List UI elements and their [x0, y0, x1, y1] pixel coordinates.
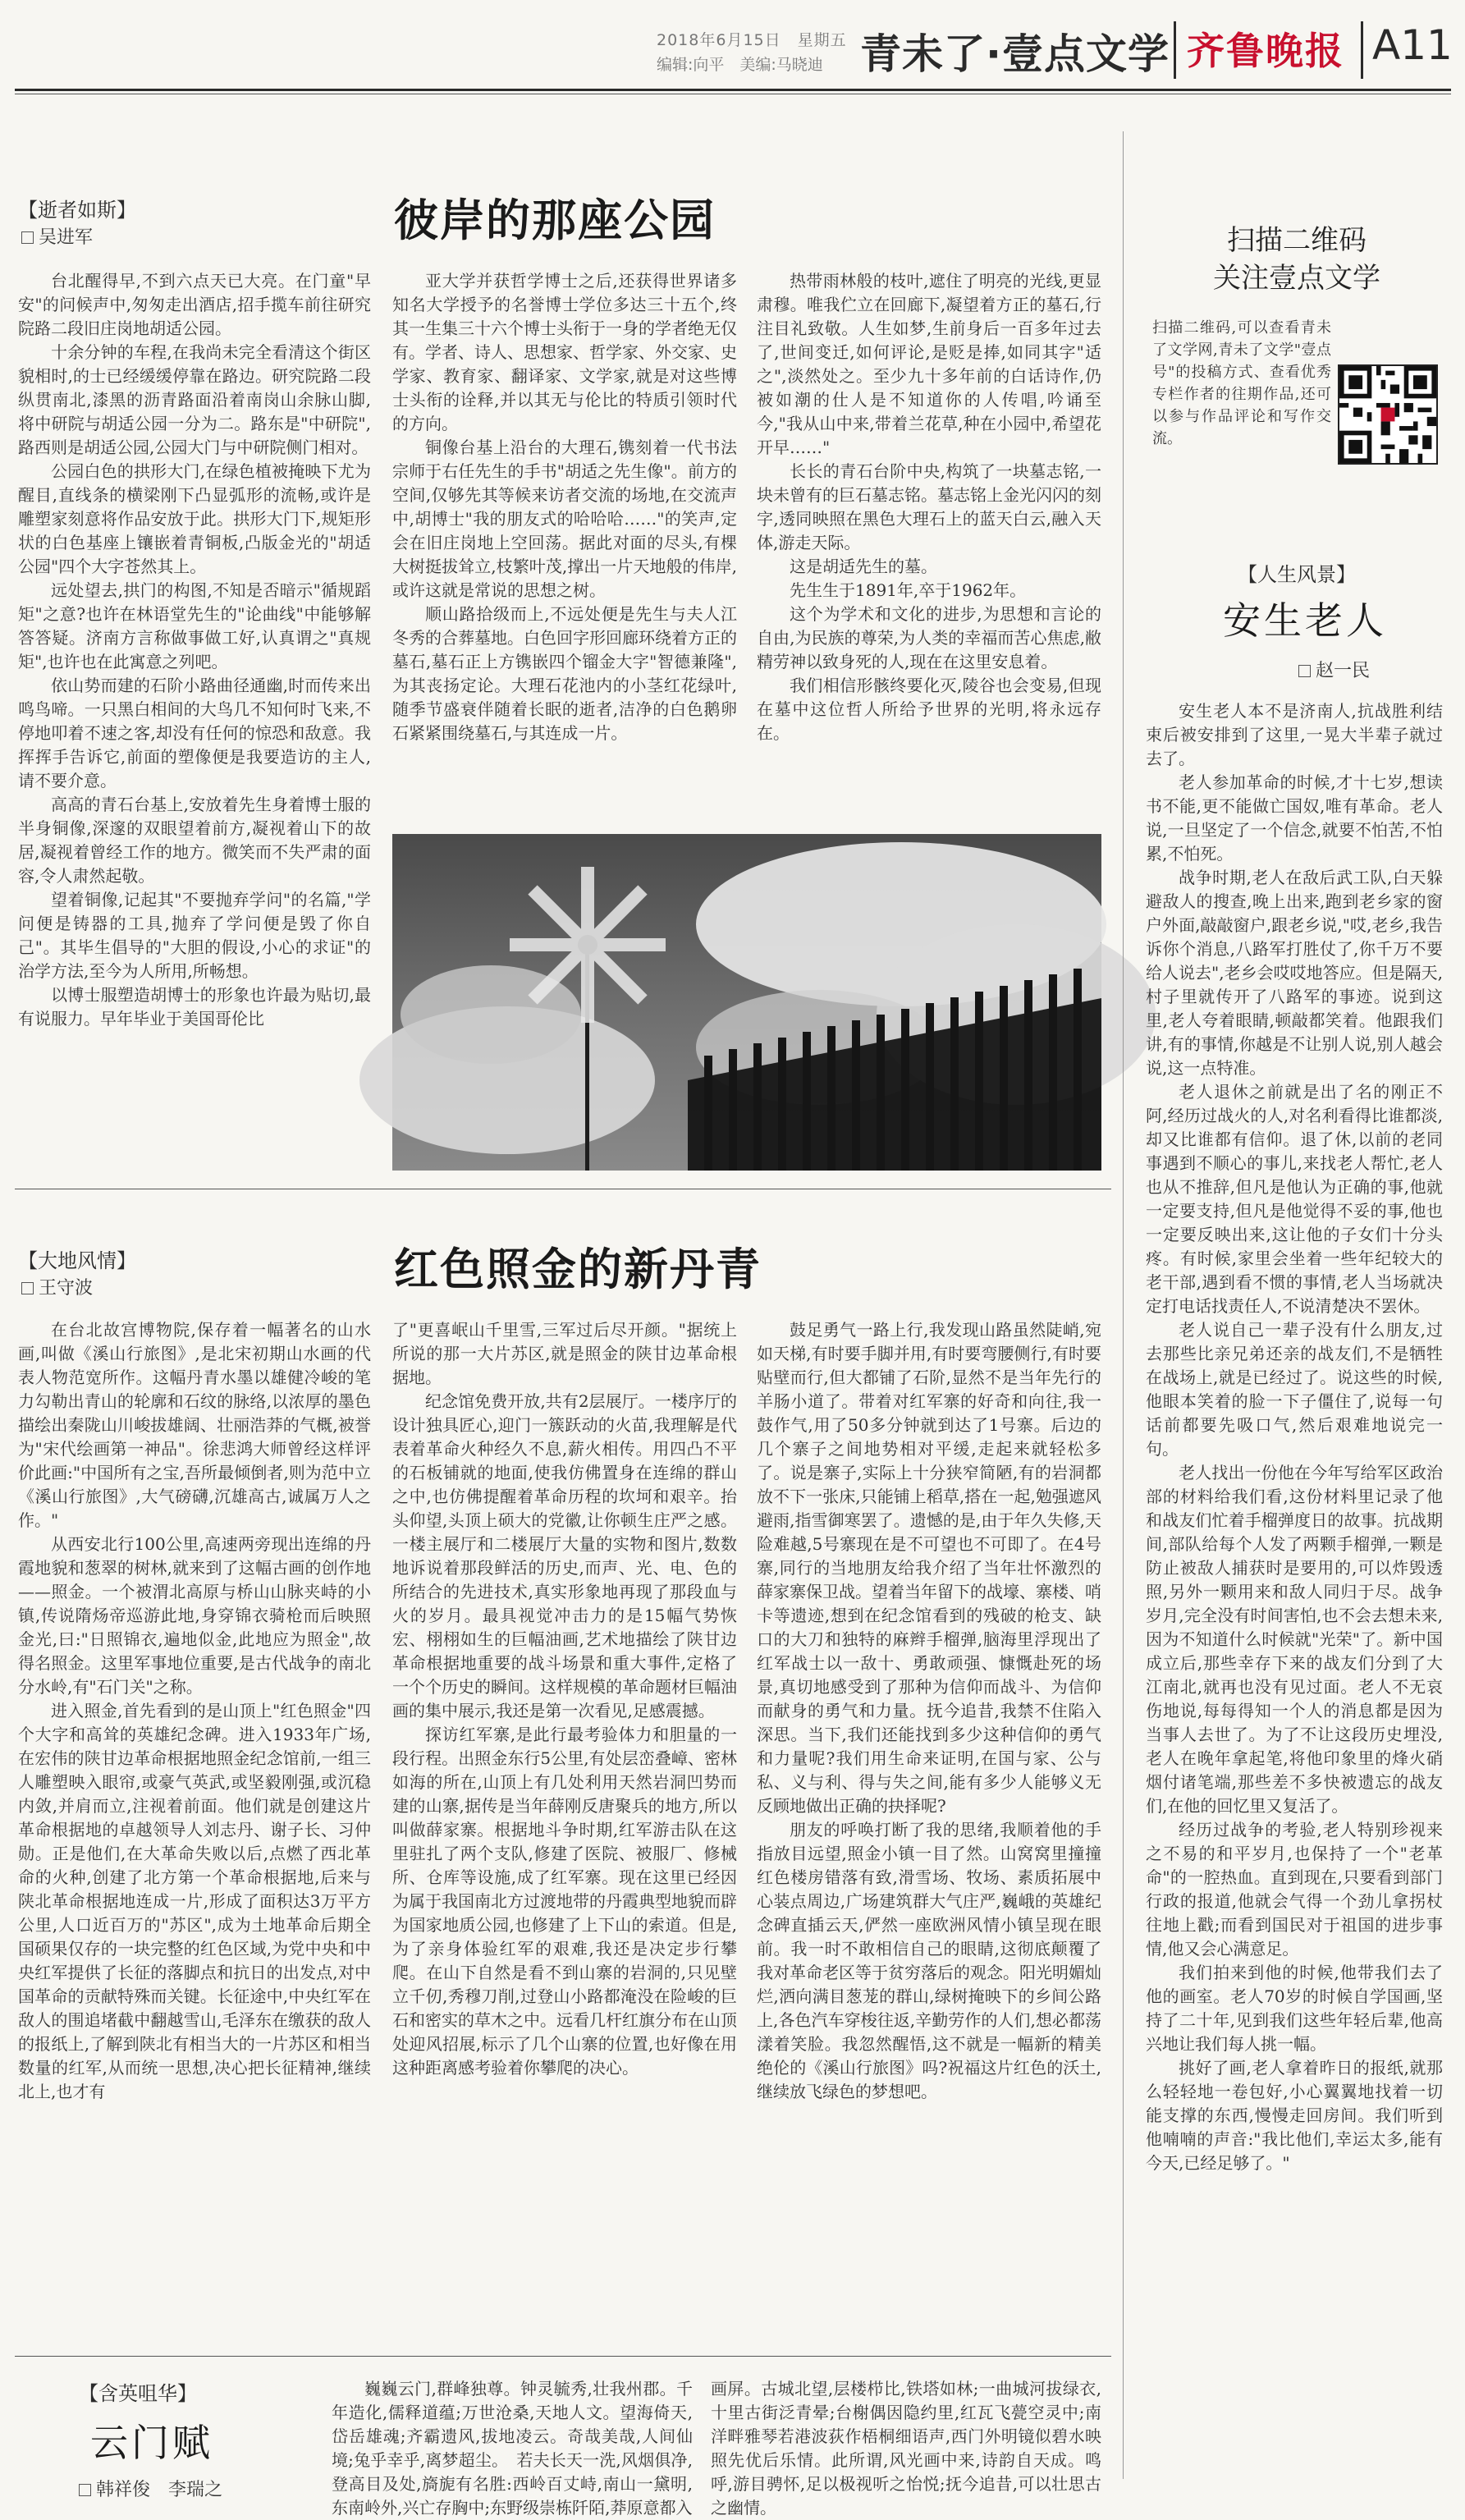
author-byline [21, 1274, 93, 1299]
column-label: 【人生风景】 [1238, 563, 1356, 586]
paragraph: 老人退休之前就是出了名的刚正不阿,经历过战火的人,对名利看得比谁都淡,却又比谁都有信仰。退了休,以前的老同事遇到不顺心的事儿,来找老人帮忙,老人也从不推辞,但凡是他认为正确的事,他就一定要支持,但凡是他觉得不妥的事,他也一定要反映出来,这让他的子女们十分头疼。有时候,家里会坐着一些年纪较大的老干部,遇到看不惯的事情,老人当场就决定打电话找责任人,不说清楚决不罢休。 [1146, 1082, 1443, 1316]
author-name: 王守波 [39, 1278, 94, 1299]
article-column [392, 1318, 737, 2341]
qr-heading [1149, 222, 1444, 297]
paragraph: 这是胡适先生的墓。 [790, 557, 937, 576]
section-divider [15, 2356, 1111, 2357]
paragraph: 了"更喜岷山千里雪,三军过后尽开颜。"据统上所说的那一大片苏区,就是照金的陕甘边革命根据地。 [392, 1320, 737, 1387]
paragraph: 鼓足勇气一路上行,我发现山路虽然陡峭,宛如天梯,有时要手脚并用,有时要弯腰侧行,有时要贴壁而行,但大都铺了石阶,显然不是当年先行的羊肠小道了。带着对红军寨的好奇和向往,我一鼓作气,用了50多分钟就到达了1号寨。后边的几个寨子之间地势相对平缓,走起来就轻松多了。说是寨子,实际上十分狭窄简陋,有的岩洞都放不下一张床,只能铺上稻草,搭在一起,勉强遮风避雨,指雪御寒罢了。遗憾的是,由于年久失修,天险难越,5号寨现在是不可望也不可即了。在4号寨,同行的当地朋友给我介绍了当年壮怀激烈的薛家寨保卫战。望着当年留下的战壕、寨楼、哨卡等遗迹,想到在纪念馆看到的残破的枪支、缺口的大刀和独特的麻辫手榴弹,脑海里浮现出了红军战士以一敌十、勇敢顽强、慷慨赴死的场景,真切地感受到了那种为信仰而战斗、为信仰而献身的勇气和力量。抚今追昔,我禁不住陷入深思。当下,我们还能找到多少这种信仰的勇气和力量呢?我们用生命来证明,在国与家、公与私、义与利、得与失之间,能有多少人能够义无反顾地做出正确的抉择呢? [757, 1320, 1101, 1816]
author-name: 韩祥俊 [96, 2480, 151, 2500]
article-column [711, 2377, 1101, 2518]
paragraph: 从西安北行100公里,高速两旁现出连绵的丹霞地貌和葱翠的树林,就来到了这幅古画的创作地——照金。一个被渭北高原与桥山山脉夹峙的小镇,传说隋炀帝巡游此地,身穿锦衣骑枪而后映照金光,曰:"日照锦衣,遍地似金,此地应为照金",故得名照金。这里军事地位重要,是古代战争的南北分水岭,有"石门关"之称。 [18, 1534, 371, 1697]
column-divider [1123, 131, 1124, 2479]
paragraph: 这个为学术和文化的进步,为思想和言论的自由,为民族的尊荣,为人类的幸福而苦心焦虑,敝精劳神以致身死的人,现在在这里安息着。 [757, 604, 1101, 671]
issue-date: 2018年6月15日 星期五 [657, 31, 847, 49]
qr-heading-line: 关注壹点文学 [1213, 262, 1380, 295]
paragraph: 依山势而建的石阶小路曲径通幽,时而传来出鸣鸟啼。一只黑白相间的大鸟几不知何时飞来,不停地叩着不速之客,却没有任何的惊恐和敌意。我挥挥手告诉它,前面的塑像便是我要造访的主人,请不要介意。 [18, 676, 371, 790]
author-name: 李瑞之 [168, 2480, 223, 2500]
paragraph: 铜像台基上沿台的大理石,镌刻着一代书法宗师于右任先生的手书"胡适之先生像"。前方的空间,仅够先其等候来访者交流的场地,在交流声中,胡博士"我的朋友式的哈哈哈……"的笑声,定会在旧庄岗地上空回荡。据此对面的尽头,有棵大树挺拔耸立,枝繁叶茂,撑出一片天地般的伟岸,或许这就是常说的思想之树。 [392, 438, 737, 600]
paragraph: 我们拍来到他的时候,他带我们去了他的画室。老人70岁的时候自学国画,坚持了二十年,见到我们这些年轻后辈,他高兴地让我们每人挑一幅。 [1146, 1963, 1443, 2054]
paragraph: 以博士服塑造胡博士的形象也许最为贴切,最有说服力。早年毕业于美国哥伦比 [18, 985, 371, 1029]
paragraph: 亚大学并获哲学博士之后,还获得世界诸多知名大学授予的名誉博士学位多达三十五个,终其一生集三十六个博士头衔于一身的学者绝无仅有。学者、诗人、思想家、哲学家、外交家、史学家、教育家、翻译家、文学家,就是对这些博士头衔的诠释,并以其无与伦比的特质引领时代的方向。 [392, 271, 737, 433]
paragraph: 远处望去,拱门的构图,不知是否暗示"循规蹈矩"之意?也许在林语堂先生的"论曲线"中能够解答答疑。济南方言称做事做工好,认真谓之"真规矩",也许也在此寓意之列吧。 [18, 580, 371, 671]
article-title: 红色照金的新丹青 [394, 1244, 762, 1295]
paragraph: 经历过战争的考验,老人特别珍视来之不易的和平岁月,也保持了一个"老革命"的一腔热血。直到现在,只要看到部门行政的报道,他就会气得一个劲儿拿拐杖往地上戳;而看到国民对于祖国的进步事情,他又会心满意足。 [1146, 1820, 1443, 1959]
paragraph: 老人找出一份他在今年写给军区政治部的材料给我们看,这份材料里记录了他和战友们忙着手榴弹度日的故事。抗战期间,部队给每个人发了两颗手榴弹,一颗是防止被敌人捕获时是要用的,可以炸毁透照,另外一颗用来和敌人同归于尽。战争岁月,完全没有时间害怕,也不会去想未来,因为不知道什么时候就"光荣"了。新中国成立后,那些幸存下来的战友们分到了大江南北,就再也没有见过面。老人不无哀伤地说,每每得知一个人的消息都是因为当事人去世了。为了不让这段历史埋没,老人在晚年拿起笔,将他印象里的烽火硝烟付诸笔端,那些差不多快被遗忘的战友们,在他的回忆里又复活了。 [1146, 1463, 1443, 1816]
qr-code[interactable] [1338, 364, 1438, 465]
header-divider [1361, 21, 1363, 79]
paragraph: 台北醒得早,不到六点天已大亮。在门童"早安"的问候声中,匆匆走出酒店,招手揽车前往研究院路二段旧庄岗地胡适公园。 [18, 271, 371, 338]
header-divider [1174, 21, 1176, 79]
article-title: 云门赋 [90, 2421, 213, 2465]
page-number: A11 [1372, 21, 1453, 69]
paragraph: 长长的青石台阶中央,构筑了一块墓志铭,一块未曾有的巨石墓志铭。墓志铭上金光闪闪的刻字,透同映照在黑色大理石上的蓝天白云,融入天体,游走天际。 [757, 461, 1101, 552]
header-rule [15, 89, 1451, 91]
article-column [757, 269, 1101, 818]
paragraph: 挑好了画,老人拿着昨日的报纸,就那么轻轻地一卷包好,小心翼翼地找着一切能支撑的东西,慢慢走回房间。我们听到他喃喃的声音:"我比他们,幸运太多,能有今天,已经足够了。" [1146, 2058, 1443, 2173]
article-title: 安生老人 [1223, 598, 1387, 643]
paragraph: 朋友的呼唤打断了我的思绪,我顺着他的手指放目远望,照金小镇一目了然。山窝窝里撞撞红色楼房错落有致,滑雪场、牧场、素质拓展中心装点周边,广场建筑群大气庄严,巍峨的英雄纪念碑直插云天,俨然一座欧洲风情小镇呈现在眼前。我一时不敢相信自己的眼睛,这彻底颠覆了我对革命老区等于贫穷落后的观念。阳光明媚灿烂,洒向满目葱茏的群山,绿树掩映下的乡间公路上,各色汽车穿梭往返,辛勤劳作的人们,想必都荡漾着笑脸。我忽然醒悟,这不就是一幅新的精美绝伦的《溪山行旅图》吗?祝福这片红色的沃土,继续放飞绿色的梦想吧。 [757, 1820, 1101, 2101]
paragraph: 我们相信形骸终要化灭,陵谷也会变易,但现在墓中这位哲人所给予世界的光明,将永远存在。 [757, 676, 1101, 743]
article-column [18, 269, 371, 1172]
paragraph: 进入照金,首先看到的是山顶上"红色照金"四个大字和高耸的英雄纪念碑。进入1933年广场,在宏伟的陕甘边革命根据地照金纪念馆前,一组三人雕塑映入眼帘,或豪气英武,或坚毅刚强,或沉稳内敛,并肩而立,注视着前面。他们就是创建这片革命根据地的卓越领导人刘志丹、谢子长、习仲勋。正是他们,在大革命失败以后,点燃了西北革命的火种,创建了北方第一个革命根据地,后来与陕北革命根据地连成一片,形成了面积达3万平方公里,人口近百万的"苏区",成为土地革命后期全国硕果仅存的一块完整的红色区域,为党中央和中央红军提供了长征的落脚点和抗日的出发点,对中国革命的贡献特殊而关键。长征途中,中央红军在敌人的围追堵截中翻越雪山,毛泽东在缴获的敌人的报纸上,了解到陕北有相当大的一片苏区和相当数量的红军,从而统一思想,决心把长征精神,继续北上,也才有 [18, 1701, 371, 2101]
paragraph: 高高的青石台基上,安放着先生身着博士服的半身铜像,深邃的双眼望着前方,凝视着山下的故居,凝视着曾经工作的地方。微笑而不失严肃的面容,令人肃然起敬。 [18, 795, 371, 886]
article-title: 彼岸的那座公园 [394, 195, 716, 246]
paragraph: 先生生于1891年,卒于1962年。 [790, 580, 1027, 600]
column-label: 【逝者如斯】 [18, 199, 136, 222]
masthead-logo: 齐鲁晚报 [1187, 29, 1344, 73]
author-byline [21, 223, 93, 249]
article-column [757, 1318, 1101, 2341]
paragraph: 热带雨林般的枝叶,遮住了明亮的光线,更显肃穆。唯我伫立在回廊下,凝望着方正的墓石,行注目礼致敬。人生如梦,生前身后一百多年过去了,世间变迁,如何评论,是贬是捧,如同其字"适之",淡然处之。至少九十多年前的白话诗作,仍被如潮的仕人是不知道你的人传唱,吟诵至今,"我从山中来,带着兰花草,种在小园中,希望花开早……" [757, 271, 1101, 457]
paragraph: 老人参加革命的时候,才十七岁,想读书不能,更不能做亡国奴,唯有革命。老人说,一旦坚定了一个信念,就要不怕苦,不怕累,不怕死。 [1146, 772, 1443, 864]
paragraph: 安生老人本不是济南人,抗战胜利结束后被安排到了这里,一晃大半辈子就过去了。 [1146, 701, 1443, 768]
article-column [392, 269, 737, 818]
qr-description: 扫描二维码,可以查看青未了文学网,青未了文学"壹点号"的投稿方式、查看优秀专栏作者的往期作品,还可以参与作品评论和写作交流。 [1152, 319, 1331, 447]
article-photo [392, 834, 1101, 1171]
author-name: 吴进军 [39, 227, 94, 248]
section-title: 青未了·壹点文学 [860, 30, 1170, 78]
paragraph: 战争时期,老人在敌后武工队,白天躲避敌人的搜查,晚上出来,跑到老乡家的窗户外面,敲敲窗户,跟老乡说,"哎,老乡,我告诉你个消息,八路军打胜仗了,你千万不要给人说去",老乡会哎哎地答应。但是隔天,村子里就传开了八路军的事迹。说到这里,老人夸着眼睛,顿敲都笑着。他跟我们讲,有的事情,你越是不让别人说,别人越会说,这一点特准。 [1146, 868, 1443, 1078]
editors-line: 编辑:向平 美编:马晓迪 [657, 56, 823, 74]
author-byline [1298, 657, 1370, 682]
paragraph: 在台北故宫博物院,保存着一幅著名的山水画,叫做《溪山行旅图》,是北宋初期山水画的代表人物范宽所作。这幅丹青水墨以雄健冷峻的笔力勾勒出青山的轮廓和石纹的脉络,以浓厚的墨色描绘出秦陇山川峻拔雄阔、壮丽浩莽的气概,被誉为"宋代绘画第一神品"。徐悲鸿大师曾经这样评价此画:"中国所有之宝,吾所最倾倒者,则为范中立《溪山行旅图》,大气磅礴,沉雄高古,诚属万人之作。" [18, 1320, 371, 1530]
paragraph: 顺山路拾级而上,不远处便是先生与夫人江冬秀的合葬墓地。白色回字形回廊环绕着方正的墓石,墓石正上方镌嵌四个镏金大字"智德兼隆",为其丧扬定论。大理石花池内的小茎红花绿叶,随季节盛衰伴随着长眠的逝者,洁净的白色鹅卵石紧紧围绕墓石,与其连成一片。 [392, 604, 737, 743]
paragraph: 纪念馆免费开放,共有2层展厅。一楼序厅的设计独具匠心,迎门一簇跃动的火苗,我理解是代表着革命火种经久不息,薪火相传。用四凸不平的石板铺就的地面,使我仿佛置身在连绵的群山之中,也仿佛提醒着革命历程的坎坷和艰辛。抬头仰望,头顶上硕大的党徽,让你顿生庄严之感。一楼主展厅和二楼展厅大量的实物和图片,数数地诉说着那段鲜活的历史,而声、光、电、色的所结合的先进技术,真实形象地再现了那段血与火的岁月。最具视觉冲击力的是15幅气势恢宏、栩栩如生的巨幅油画,艺术地描绘了陕甘边革命根据地重要的战斗场景和重大事件,定格了一个个历史的瞬间。这样规模的革命题材巨幅油画的集中展示,我还是第一次看见,足感震撼。 [392, 1391, 737, 1720]
qr-code-icon [1339, 366, 1436, 463]
article-column [18, 1318, 371, 2341]
paragraph: 老人说自己一辈子没有什么朋友,过去那些比亲兄弟还亲的战友们,不是牺牲在战场上,就是已经过了。说这些的时候,他眼本笑着的脸一下子僵住了,说每一句话前都要先吸口气,然后艰难地说完一句。 [1146, 1320, 1443, 1459]
column-label: 【大地风情】 [18, 1249, 136, 1272]
paragraph: 巍巍云门,群峰独尊。钟灵毓秀,壮我州郡。千年造化,儒释道蕴;万世沧桑,天地人文。望海倚天,岱岳雄魂;齐霸遗风,拔地凌云。奇哉美哉,人间仙境;兔乎幸乎,离梦超尘。 若夫长天一洗,风烟俱净,登高目及处,旖旎有名胜:西岭百丈峙,南山一黛明,东南岭外,兴亡存胸中;东野级崇栋阡陌,莽原意都入 [332, 2379, 693, 2518]
paragraph: 画屏。古城北望,层楼栉比,铁塔如林;一曲城河拔绿衣,十里古街泛青晕;台榭偶因隐约里,红瓦飞甍空灵中;南洋畔雅琴若港波荻作梧桐细语声,西门外明镜似碧水映照先优后乐情。此所谓,风光画中来,诗韵自天成。鸣呼,游目骋怀,足以极视听之怡悦;抚今追昔,可以壮思古之幽情。 [711, 2379, 1101, 2518]
windmill-photo [392, 834, 1101, 1171]
author-byline [79, 2476, 222, 2501]
paragraph: 公园白色的拱形大门,在绿色植被掩映下尤为醒目,直线条的横梁刚下凸显弧形的流畅,或许是雕塑家刻意将作品安放于此。拱形大门下,规矩形状的白色基座上镶嵌着青铜板,凸版金光的"胡适公园"四个大字苍然其上。 [18, 461, 371, 576]
column-label: 【含英咀华】 [79, 2382, 197, 2405]
article-column [332, 2377, 693, 2518]
paragraph: 探访红军寨,是此行最考验体力和胆量的一段行程。出照金东行5公里,有处层峦叠嶂、密林如海的所在,山顶上有几处利用天然岩洞凹势而建的山寨,据传是当年薛刚反唐聚兵的地方,所以叫做薛家寨。根据地斗争时期,红军游击队在这里驻扎了两个支队,修建了医院、被服厂、修械所、仓库等设施,成了红军寨。现在这里已经因为属于我国南北方过渡地带的丹霞典型地貌而辟为国家地质公园,也修建了上下山的索道。但是,为了亲身体验红军的艰难,我还是决定步行攀爬。在山下自然是看不到山寨的岩洞的,只见壁立千仞,秀穆刀削,过登山小路都淹没在险峻的巨石和密实的草木之中。远看几杆红旗分布在山顶处迎风招展,标示了几个山寨的位置,也好像在用这种距离感考验着你攀爬的决心。 [392, 1725, 737, 2078]
paragraph: 十余分钟的车程,在我尚未完全看清这个街区貌相时,的士已经缓缓停靠在路边。研究院路二段纵贯南北,漆黑的沥青路面沿着南岗山余脉山脚,将中研院与胡适公园一分为二。路东是"中研院",路西则是胡适公园,公园大门与中研院侧门相对。 [18, 342, 371, 457]
windmill-wheel [510, 867, 666, 1023]
qr-heading-line: 扫描二维码 [1227, 224, 1367, 257]
author-name: 赵一民 [1316, 661, 1371, 681]
article-column [1146, 699, 1443, 2489]
paragraph: 望着铜像,记起其"不要抛弃学问"的名篇,"学问便是铸器的工具,抛弃了学问便是毁了你自己"。其毕生倡导的"大胆的假设,小心的求证"的治学方法,至今为人所用,所畅想。 [18, 890, 371, 981]
